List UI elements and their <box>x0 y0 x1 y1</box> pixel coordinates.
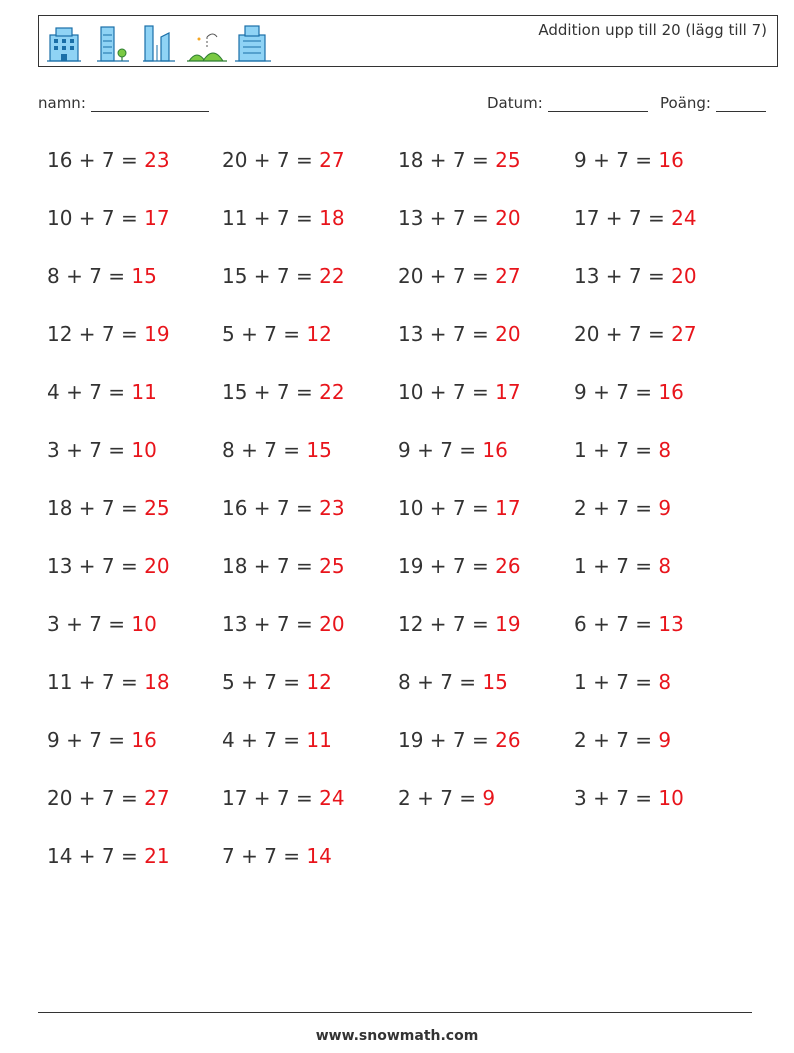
problem-answer: 17 <box>495 380 521 404</box>
date-field <box>487 94 648 112</box>
problem-answer: 20 <box>671 264 697 288</box>
problem-item <box>47 206 170 230</box>
problem-question: 13 + 7 = <box>398 322 496 346</box>
problem-item <box>222 438 332 462</box>
problem-question: 13 + 7 = <box>222 612 320 636</box>
problem-item <box>47 844 170 868</box>
name-field <box>38 94 209 112</box>
problem-item <box>222 670 332 694</box>
problem-item <box>574 728 671 752</box>
problem-item <box>47 612 157 636</box>
problem-question: 3 + 7 = <box>574 786 659 810</box>
problem-question: 5 + 7 = <box>222 670 307 694</box>
problem-question: 7 + 7 = <box>222 844 307 868</box>
problem-answer: 27 <box>671 322 697 346</box>
problem-item <box>47 148 170 172</box>
problem-item <box>47 264 157 288</box>
problem-answer: 17 <box>495 496 521 520</box>
problem-question: 16 + 7 = <box>47 148 145 172</box>
problem-item <box>574 438 671 462</box>
problem-item <box>222 612 345 636</box>
problem-question: 3 + 7 = <box>47 612 132 636</box>
problem-question: 2 + 7 = <box>574 728 659 752</box>
problem-answer: 12 <box>306 670 332 694</box>
skyscraper-tree-icon <box>93 23 131 63</box>
problem-item <box>398 206 521 230</box>
problem-answer: 22 <box>319 264 345 288</box>
problem-question: 10 + 7 = <box>398 380 496 404</box>
problem-answer: 24 <box>319 786 345 810</box>
problem-question: 9 + 7 = <box>398 438 483 462</box>
problem-item <box>222 380 345 404</box>
problem-question: 1 + 7 = <box>574 438 659 462</box>
problem-question: 20 + 7 = <box>222 148 320 172</box>
problem-question: 18 + 7 = <box>398 148 496 172</box>
problem-answer: 23 <box>144 148 170 172</box>
problem-item <box>222 264 345 288</box>
problem-item <box>398 728 521 752</box>
problem-question: 17 + 7 = <box>574 206 672 230</box>
worksheet-title: Addition upp till 20 (lägg till 7) <box>538 21 767 39</box>
problem-question: 12 + 7 = <box>47 322 145 346</box>
problem-answer: 15 <box>482 670 508 694</box>
problem-answer: 26 <box>495 554 521 578</box>
problem-item <box>222 322 332 346</box>
problem-item <box>574 206 697 230</box>
problem-answer: 11 <box>131 380 157 404</box>
date-line <box>548 97 648 112</box>
problem-question: 2 + 7 = <box>398 786 483 810</box>
problem-question: 9 + 7 = <box>47 728 132 752</box>
problem-answer: 13 <box>658 612 684 636</box>
problem-question: 14 + 7 = <box>47 844 145 868</box>
problem-item <box>398 786 495 810</box>
problem-question: 4 + 7 = <box>47 380 132 404</box>
problem-answer: 18 <box>144 670 170 694</box>
problem-answer: 25 <box>495 148 521 172</box>
problem-item <box>398 554 521 578</box>
problem-question: 6 + 7 = <box>574 612 659 636</box>
problem-question: 8 + 7 = <box>47 264 132 288</box>
problem-answer: 16 <box>131 728 157 752</box>
problem-answer: 25 <box>144 496 170 520</box>
problem-question: 4 + 7 = <box>222 728 307 752</box>
problem-item <box>398 670 508 694</box>
problem-question: 16 + 7 = <box>222 496 320 520</box>
problem-item <box>222 206 345 230</box>
problem-answer: 15 <box>131 264 157 288</box>
problem-answer: 20 <box>319 612 345 636</box>
problem-answer: 11 <box>306 728 332 752</box>
problem-answer: 9 <box>482 786 496 810</box>
problem-item <box>398 438 508 462</box>
problem-answer: 8 <box>658 554 672 578</box>
problem-question: 15 + 7 = <box>222 380 320 404</box>
problem-answer: 27 <box>495 264 521 288</box>
problem-item <box>398 148 521 172</box>
problem-item <box>47 670 170 694</box>
problem-item <box>398 264 521 288</box>
date-label: Datum: <box>487 94 543 112</box>
score-label: Poäng: <box>660 94 711 112</box>
problem-item <box>222 728 332 752</box>
problem-item <box>574 786 684 810</box>
problem-question: 20 + 7 = <box>47 786 145 810</box>
problem-answer: 14 <box>306 844 332 868</box>
problem-question: 19 + 7 = <box>398 554 496 578</box>
park-icon <box>187 23 227 63</box>
problem-answer: 16 <box>658 380 684 404</box>
problem-answer: 9 <box>658 496 672 520</box>
problem-item <box>574 148 684 172</box>
problem-answer: 20 <box>495 206 521 230</box>
problem-item <box>574 496 671 520</box>
problem-question: 1 + 7 = <box>574 554 659 578</box>
problem-item <box>222 496 345 520</box>
problem-item <box>574 612 684 636</box>
problem-answer: 19 <box>144 322 170 346</box>
problem-answer: 17 <box>144 206 170 230</box>
problem-item <box>47 496 170 520</box>
header-box <box>38 15 778 67</box>
problem-answer: 9 <box>658 728 672 752</box>
problem-item <box>222 148 345 172</box>
problem-question: 8 + 7 = <box>222 438 307 462</box>
problem-item <box>222 786 345 810</box>
problem-question: 18 + 7 = <box>47 496 145 520</box>
problem-answer: 16 <box>482 438 508 462</box>
problem-answer: 27 <box>144 786 170 810</box>
problem-item <box>47 438 157 462</box>
problem-question: 20 + 7 = <box>398 264 496 288</box>
problem-answer: 26 <box>495 728 521 752</box>
problem-question: 18 + 7 = <box>222 554 320 578</box>
problem-question: 2 + 7 = <box>574 496 659 520</box>
problem-item <box>47 322 170 346</box>
score-line <box>716 97 766 112</box>
twin-towers-icon <box>141 23 179 63</box>
problem-question: 13 + 7 = <box>574 264 672 288</box>
problem-item <box>398 612 521 636</box>
problem-answer: 12 <box>306 322 332 346</box>
problem-item <box>398 496 521 520</box>
problem-item <box>47 728 157 752</box>
problem-item <box>574 670 671 694</box>
name-line <box>91 97 209 112</box>
score-field <box>660 94 766 112</box>
problem-question: 3 + 7 = <box>47 438 132 462</box>
problem-answer: 22 <box>319 380 345 404</box>
problem-answer: 10 <box>131 438 157 462</box>
problem-answer: 8 <box>658 670 672 694</box>
problem-question: 10 + 7 = <box>398 496 496 520</box>
problem-answer: 15 <box>306 438 332 462</box>
office-tower-icon <box>235 23 271 63</box>
problem-question: 13 + 7 = <box>398 206 496 230</box>
problem-item <box>47 786 170 810</box>
problem-question: 19 + 7 = <box>398 728 496 752</box>
problem-question: 5 + 7 = <box>222 322 307 346</box>
problem-answer: 8 <box>658 438 672 462</box>
problem-question: 13 + 7 = <box>47 554 145 578</box>
problem-answer: 19 <box>495 612 521 636</box>
problem-item <box>398 380 521 404</box>
building-icon <box>47 23 81 63</box>
problem-question: 8 + 7 = <box>398 670 483 694</box>
footer-divider <box>38 1012 752 1013</box>
problem-item <box>222 844 332 868</box>
problem-answer: 18 <box>319 206 345 230</box>
problem-question: 15 + 7 = <box>222 264 320 288</box>
problem-item <box>574 322 697 346</box>
problem-answer: 23 <box>319 496 345 520</box>
problem-answer: 10 <box>131 612 157 636</box>
problem-answer: 25 <box>319 554 345 578</box>
problem-item <box>398 322 521 346</box>
problem-item <box>574 554 671 578</box>
problem-answer: 16 <box>658 148 684 172</box>
problem-item <box>222 554 345 578</box>
problem-question: 11 + 7 = <box>47 670 145 694</box>
problem-answer: 20 <box>495 322 521 346</box>
problem-answer: 21 <box>144 844 170 868</box>
problem-question: 12 + 7 = <box>398 612 496 636</box>
problem-answer: 24 <box>671 206 697 230</box>
footer-url: www.snowmath.com <box>315 1028 479 1044</box>
problem-answer: 20 <box>144 554 170 578</box>
problem-item <box>47 554 170 578</box>
problem-item <box>47 380 157 404</box>
problem-question: 1 + 7 = <box>574 670 659 694</box>
problem-answer: 10 <box>658 786 684 810</box>
problem-answer: 27 <box>319 148 345 172</box>
problem-question: 17 + 7 = <box>222 786 320 810</box>
problem-question: 9 + 7 = <box>574 380 659 404</box>
problem-question: 9 + 7 = <box>574 148 659 172</box>
name-label: namn: <box>38 94 86 112</box>
problem-question: 20 + 7 = <box>574 322 672 346</box>
problem-item <box>574 264 697 288</box>
problem-question: 11 + 7 = <box>222 206 320 230</box>
problem-question: 10 + 7 = <box>47 206 145 230</box>
problem-item <box>574 380 684 404</box>
